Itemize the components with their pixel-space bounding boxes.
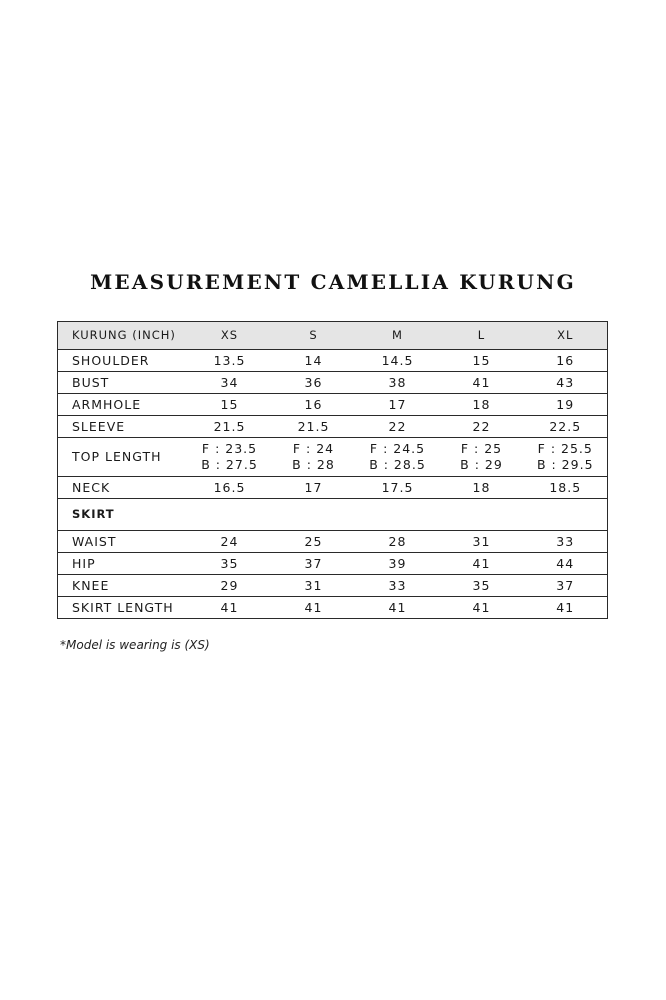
cell-s: 31 (272, 575, 356, 597)
front-length: F : 23.5 (201, 441, 258, 457)
table-section-skirt (58, 499, 608, 531)
cell-xl: 43 (524, 372, 608, 394)
row-label: SHOULDER (58, 350, 188, 372)
cell-s: 37 (272, 553, 356, 575)
row-label: TOP LENGTH (58, 438, 188, 477)
front-length: F : 24.5 (369, 441, 426, 457)
cell-xl: 18.5 (524, 477, 608, 499)
row-label: SKIRT LENGTH (58, 597, 188, 619)
cell-xs: 24 (188, 531, 272, 553)
back-length: B : 28.5 (369, 457, 426, 472)
cell-xl (524, 438, 608, 477)
model-size-note: *Model is wearing is (XS) (60, 638, 210, 652)
cell-xs: 16.5 (188, 477, 272, 499)
cell-l (440, 438, 524, 477)
cell-l: 18 (440, 477, 524, 499)
cell-xl: 37 (524, 575, 608, 597)
back-length: B : 29 (460, 457, 503, 472)
row-label: HIP (58, 553, 188, 575)
cell-xl: 44 (524, 553, 608, 575)
cell-empty (524, 499, 608, 531)
cell-m: 14.5 (356, 350, 440, 372)
back-length: B : 28 (292, 457, 335, 472)
section-label: SKIRT (58, 499, 188, 531)
front-length: F : 24 (292, 441, 335, 457)
cell-m: 28 (356, 531, 440, 553)
measurement-table (57, 321, 608, 619)
cell-empty (356, 499, 440, 531)
header-size-xs: XS (188, 322, 272, 350)
header-size-l: L (440, 322, 524, 350)
table-row-armhole (58, 394, 608, 416)
cell-xl: 16 (524, 350, 608, 372)
cell-empty (272, 499, 356, 531)
cell-xl: 19 (524, 394, 608, 416)
cell-m: 17 (356, 394, 440, 416)
front-length: F : 25.5 (537, 441, 593, 457)
page-title: MEASUREMENT CAMELLIA KURUNG (90, 270, 576, 294)
cell-xs: 35 (188, 553, 272, 575)
cell-l: 41 (440, 553, 524, 575)
cell-s: 14 (272, 350, 356, 372)
cell-xs: 13.5 (188, 350, 272, 372)
back-length: B : 27.5 (201, 457, 258, 472)
cell-m: 33 (356, 575, 440, 597)
cell-empty (188, 499, 272, 531)
header-size-m: M (356, 322, 440, 350)
row-label: KNEE (58, 575, 188, 597)
table-row-top-length (58, 438, 608, 477)
cell-s: 41 (272, 597, 356, 619)
table-header-row (58, 322, 608, 350)
cell-xs: 34 (188, 372, 272, 394)
front-length: F : 25 (460, 441, 503, 457)
cell-l: 41 (440, 372, 524, 394)
table-row-hip (58, 553, 608, 575)
table-row-waist (58, 531, 608, 553)
table-row-sleeve (58, 416, 608, 438)
cell-m: 39 (356, 553, 440, 575)
table-row-knee (58, 575, 608, 597)
cell-l: 35 (440, 575, 524, 597)
row-label: SLEEVE (58, 416, 188, 438)
back-length: B : 29.5 (536, 457, 594, 472)
cell-s: 16 (272, 394, 356, 416)
cell-xl: 41 (524, 597, 608, 619)
cell-m (356, 438, 440, 477)
table-row-bust (58, 372, 608, 394)
cell-xl: 22.5 (524, 416, 608, 438)
cell-xs: 29 (188, 575, 272, 597)
row-label: BUST (58, 372, 188, 394)
cell-s: 36 (272, 372, 356, 394)
cell-l: 41 (440, 597, 524, 619)
cell-s: 25 (272, 531, 356, 553)
cell-s (272, 438, 356, 477)
cell-xl: 33 (524, 531, 608, 553)
header-size-s: S (272, 322, 356, 350)
table-row-shoulder (58, 350, 608, 372)
cell-m: 38 (356, 372, 440, 394)
row-label: WAIST (58, 531, 188, 553)
cell-empty (440, 499, 524, 531)
row-label: NECK (58, 477, 188, 499)
cell-m: 22 (356, 416, 440, 438)
cell-s: 17 (272, 477, 356, 499)
header-size-xl: XL (524, 322, 608, 350)
cell-xs (188, 438, 272, 477)
cell-xs: 21.5 (188, 416, 272, 438)
cell-xs: 15 (188, 394, 272, 416)
cell-l: 15 (440, 350, 524, 372)
cell-l: 18 (440, 394, 524, 416)
row-label: ARMHOLE (58, 394, 188, 416)
cell-l: 22 (440, 416, 524, 438)
table-row-skirt-length (58, 597, 608, 619)
header-label: KURUNG (INCH) (58, 322, 188, 350)
table-row-neck (58, 477, 608, 499)
cell-m: 41 (356, 597, 440, 619)
cell-m: 17.5 (356, 477, 440, 499)
cell-xs: 41 (188, 597, 272, 619)
cell-s: 21.5 (272, 416, 356, 438)
cell-l: 31 (440, 531, 524, 553)
